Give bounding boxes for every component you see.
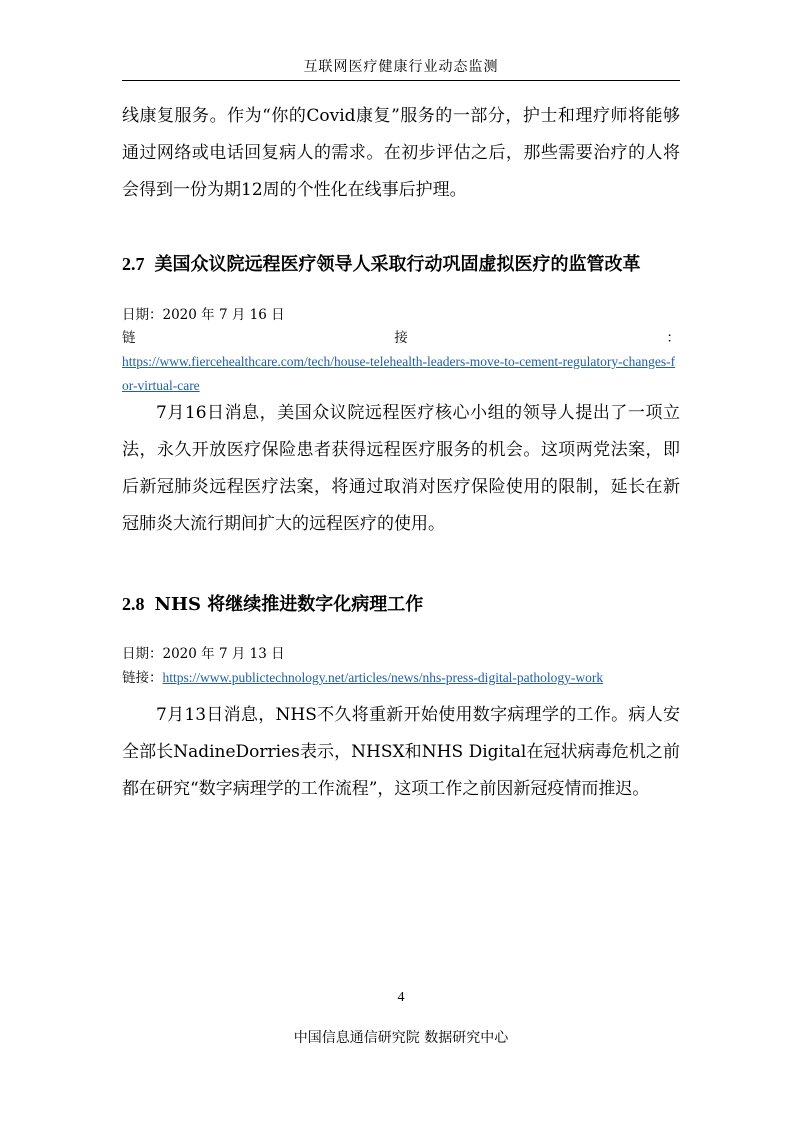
section-2-8-number: 2.8: [122, 594, 145, 614]
section-2-8-title: NHS 将继续推进数字化病理工作: [154, 594, 424, 615]
section-2-8-link[interactable]: https://www.publictechnology.net/articles/news/nhs-press-digital-pathology-work: [162, 670, 604, 685]
section-2-7-number: 2.7: [122, 254, 145, 274]
section-2-7-meta: [122, 304, 680, 398]
section-2-8-link-label: 链接：: [122, 670, 163, 686]
header-title: 互联网医疗健康行业动态监测: [303, 59, 499, 75]
section-2-8-date: 日期：2020 年 7 月 13 日: [122, 646, 285, 662]
section-2-8-body: 7月13日消息，NHS不久将重新开始使用数字病理学的工作。病人安全部长NadineDorries表示，NHSX和NHS Digital在冠状病毒危机之前都在研究“数字病理学的工作流程”，这项工作之前因新冠疫情而推迟。: [122, 705, 680, 799]
header-divider: [122, 80, 680, 81]
intro-paragraph: 线康复服务。作为“你的Covid康复”服务的一部分，护士和理疗师将能够通过网络或电话回复病人的需求。在初步评估之后，那些需要治疗的人将会得到一份为期12周的个性化在线事后护理。: [122, 106, 680, 200]
page-footer: 中国信息通信研究院 数据研究中心: [293, 1030, 509, 1046]
section-2-7-link[interactable]: https://www.fiercehealthcare.com/tech/house-telehealth-leaders-move-to-cement-regulatory-changes-for-virtual-care: [122, 354, 676, 393]
section-2-8-heading: [122, 590, 692, 616]
section-2-7-link-label: [122, 327, 680, 350]
link-label-char-2: 接: [394, 330, 408, 346]
section-2-7-heading: [122, 250, 692, 276]
section-2-8-meta: [122, 643, 680, 690]
section-2-7-title: 美国众议院远程医疗领导人采取行动巩固虚拟医疗的监管改革: [154, 254, 641, 275]
page-number: 4: [397, 990, 405, 1005]
section-2-7-body: 7月16日消息，美国众议院远程医疗核心小组的领导人提出了一项立法，永久开放医疗保险患者获得远程医疗服务的机会。这项两党法案，即后新冠肺炎远程医疗法案，将通过取消对医疗保险使用的限制，延长在新冠肺炎大流行期间扩大的远程医疗的使用。: [122, 403, 680, 534]
link-label-char-1: 链: [122, 330, 136, 346]
section-2-7-date: 日期：2020 年 7 月 16 日: [122, 307, 285, 323]
link-label-char-3: ：: [666, 330, 680, 346]
